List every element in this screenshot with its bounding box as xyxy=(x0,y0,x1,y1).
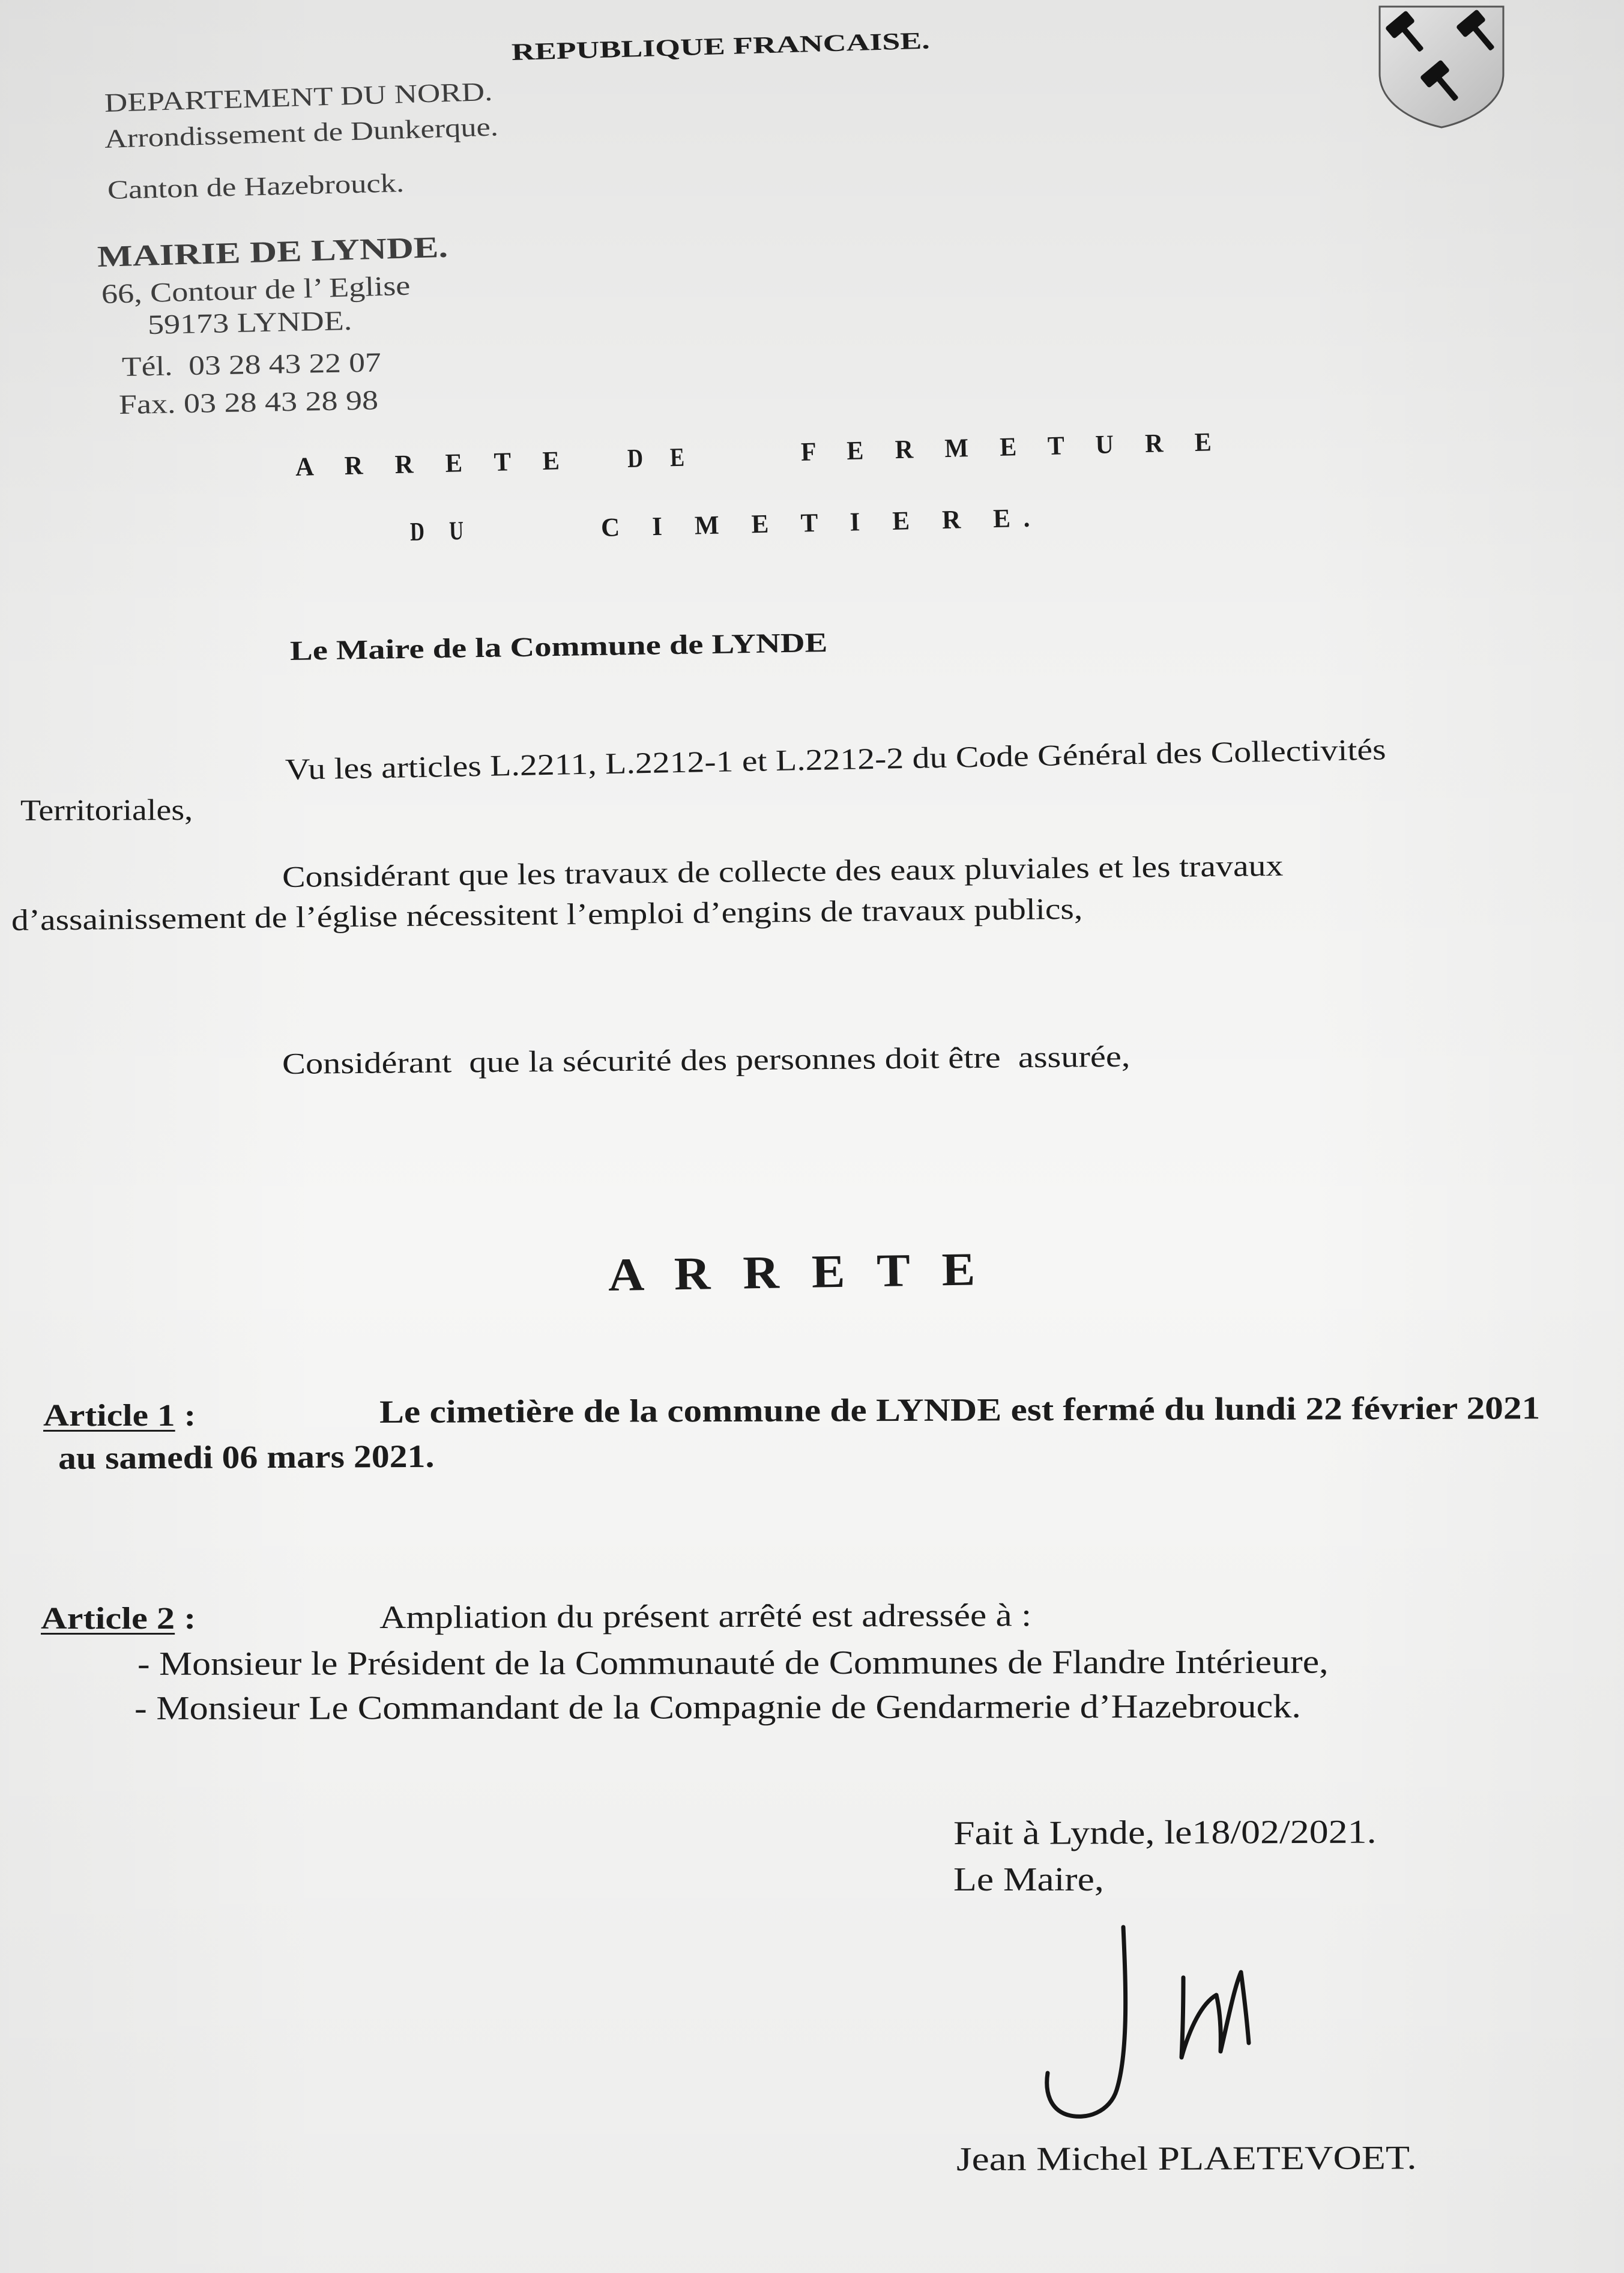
decree-title-word: C I M E T I E R E. xyxy=(600,503,1043,542)
signatory-name: Jean Michel PLAETEVOET. xyxy=(956,2139,1417,2178)
article-1-label xyxy=(43,1400,196,1432)
article-1-text: au samedi 06 mars 2021. xyxy=(58,1438,435,1476)
phone-label: Tél. xyxy=(121,350,173,382)
republic-heading: REPUBLIQUE FRANCAISE. xyxy=(511,26,931,65)
article-separator: : xyxy=(175,1399,196,1433)
article-2-label xyxy=(41,1603,196,1635)
address-postal: 59173 LYNDE. xyxy=(147,304,352,340)
fax-label: Fax. xyxy=(118,388,176,420)
signature-icon xyxy=(1021,1910,1273,2138)
article-1-text: Le cimetière de la commune de LYNDE est fermé du lundi 22 février 2021 xyxy=(379,1390,1541,1430)
coat-of-arms-icon xyxy=(1376,3,1507,130)
phone-number: 03 28 43 22 07 xyxy=(188,347,382,381)
recital-line: d’assainissement de l’église nécessitent l’emploi d’engins de travaux publics, xyxy=(11,891,1083,937)
department-line: DEPARTEMENT DU NORD. xyxy=(104,76,493,118)
address-street: 66, Contour de l’ Eglise xyxy=(101,270,411,309)
authority-line: Le Maire de la Commune de LYNDE xyxy=(289,626,828,666)
article-2-text: Ampliation du présent arrêté est adressée à : xyxy=(379,1597,1032,1635)
fax-number: 03 28 43 28 98 xyxy=(183,384,379,419)
decree-title-word: D U xyxy=(409,515,474,546)
recital-line: Considérant que la sécurité des personnes doit être assurée, xyxy=(282,1039,1130,1080)
place-date-line: Fait à Lynde, le18/02/2021. xyxy=(953,1813,1377,1852)
legal-basis-line: Territoriales, xyxy=(20,792,193,827)
phone-line xyxy=(122,348,382,381)
fax-line xyxy=(119,386,379,419)
article-separator: : xyxy=(175,1602,196,1636)
canton-line: Canton de Hazebrouck. xyxy=(107,168,405,205)
town-hall-name: MAIRIE DE LYNDE. xyxy=(97,229,448,273)
article-number: Article 1 xyxy=(43,1399,175,1433)
signature-stroke xyxy=(1047,1927,1126,2116)
decree-title-word: D E xyxy=(627,442,696,473)
signature-stroke xyxy=(1182,1972,1249,2057)
recital-line: Considérant que les travaux de collecte des eaux pluviales et les travaux xyxy=(282,848,1284,894)
signatory-role: Le Maire, xyxy=(953,1861,1104,1898)
decree-title-word: A R R E T E xyxy=(295,445,573,482)
legal-basis-line: Vu les articles L.2211, L.2212-1 et L.2212-2 du Code Général des Collectivités xyxy=(285,732,1386,786)
recipient-line: - Monsieur le Président de la Communauté de Communes de Flandre Intérieure, xyxy=(137,1643,1329,1683)
arrondissement-line: Arrondissement de Dunkerque. xyxy=(104,112,499,154)
recipient-line: - Monsieur Le Commandant de la Compagnie de Gendarmerie d’Hazebrouck. xyxy=(134,1687,1301,1727)
decree-title-word: F E R M E T U R E xyxy=(800,426,1225,467)
decision-heading: A R R E T E xyxy=(608,1242,986,1301)
article-number: Article 2 xyxy=(41,1602,175,1636)
